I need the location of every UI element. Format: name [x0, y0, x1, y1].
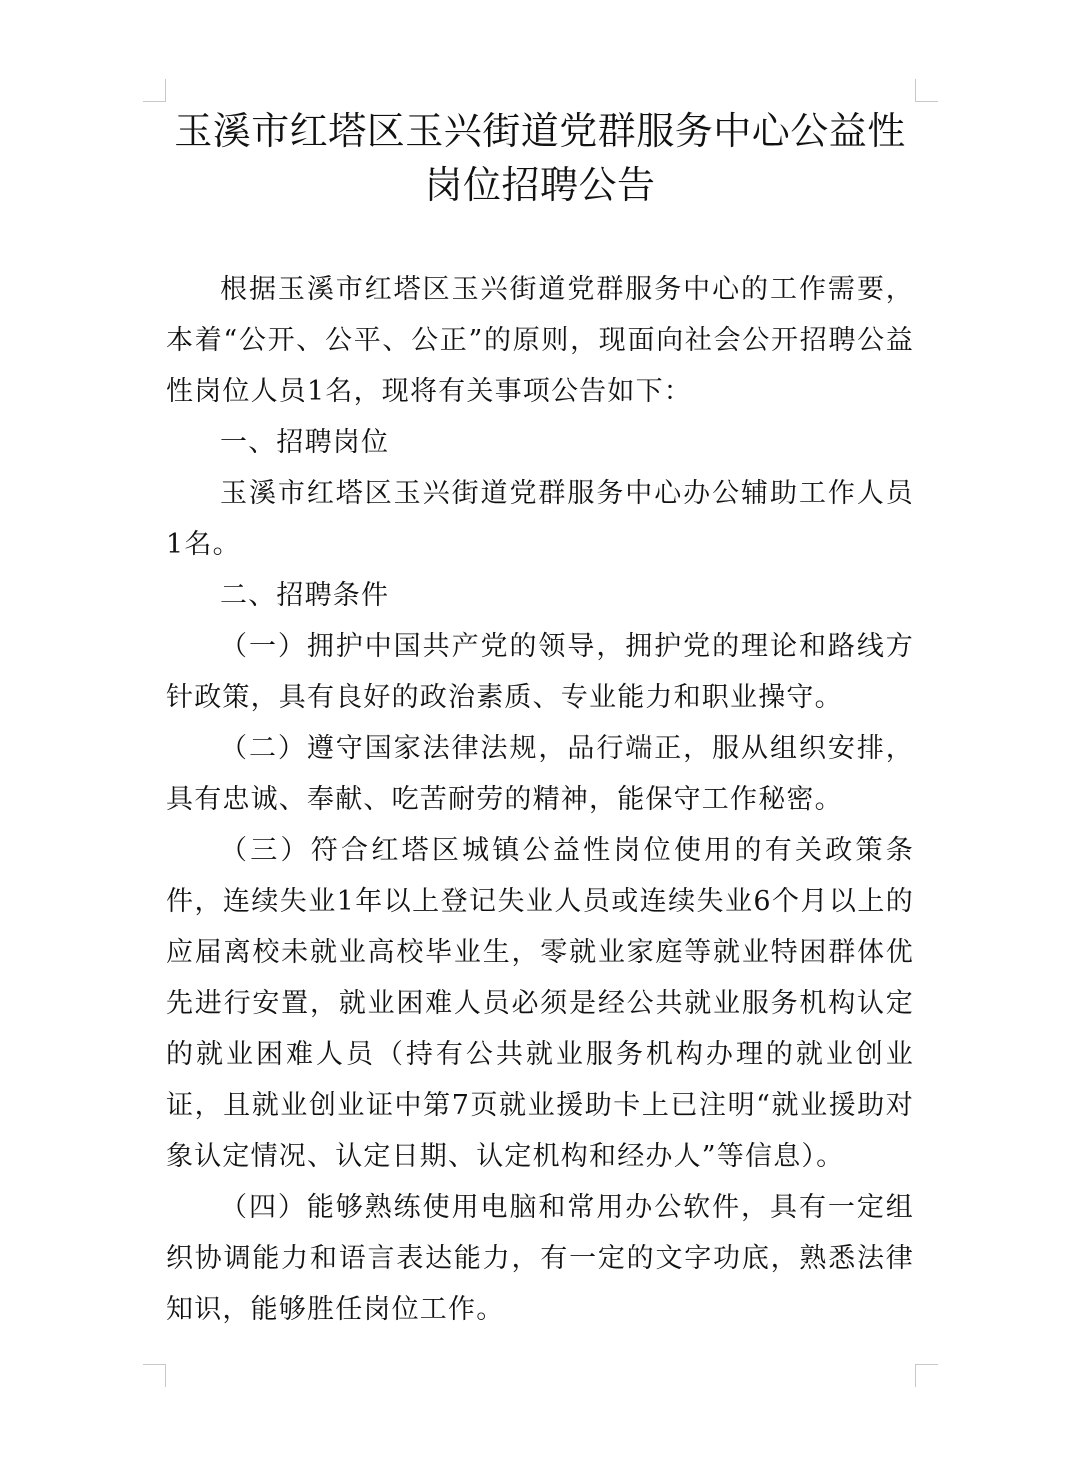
- corner-mark-bottom-right: [915, 1364, 938, 1387]
- condition-item-4: （四）能够熟练使用电脑和常用办公软件，具有一定组织协调能力和语言表达能力，有一定的文字功底，熟悉法律知识，能够胜任岗位工作。: [166, 1192, 914, 1325]
- title-line-1: 玉溪市红塔区玉兴街道党群服务中心公益性: [174, 109, 906, 153]
- position-description: 玉溪市红塔区玉兴街道党群服务中心办公辅助工作人员1名。: [166, 478, 914, 560]
- section-heading-conditions: 二、招聘条件: [220, 580, 390, 611]
- condition-item-3: （三）符合红塔区城镇公益性岗位使用的有关政策条件，连续失业1年以上登记失业人员或连续失业6个月以上的应届离校未就业高校毕业生，零就业家庭等就业特困群体优先进行安置，就业困难人员必须是经公共就业服务机构认定的就业困难人员（持有公共就业服务机构办理的就业创业证，且就业创业证中第7页就业援助卡上已注明“就业援助对象认定情况、认定日期、认定机构和经办人”等信息）。: [166, 835, 914, 1172]
- corner-mark-top-left: [143, 79, 166, 102]
- document-title: [150, 104, 930, 212]
- condition-item-2: （二）遵守国家法律法规，品行端正，服从组织安排，具有忠诚、奉献、吃苦耐劳的精神，能保守工作秘密。: [166, 733, 914, 815]
- document-body: [166, 264, 914, 1335]
- section-heading-positions: 一、招聘岗位: [220, 427, 390, 458]
- title-line-2: 岗位招聘公告: [424, 163, 656, 207]
- condition-item-1: （一）拥护中国共产党的领导，拥护党的理论和路线方针政策，具有良好的政治素质、专业能力和职业操守。: [166, 631, 914, 713]
- corner-mark-top-right: [915, 79, 938, 102]
- corner-mark-bottom-left: [143, 1364, 166, 1387]
- intro-paragraph: 根据玉溪市红塔区玉兴街道党群服务中心的工作需要，本着“公开、公平、公正”的原则，现面向社会公开招聘公益性岗位人员1名，现将有关事项公告如下：: [166, 274, 914, 407]
